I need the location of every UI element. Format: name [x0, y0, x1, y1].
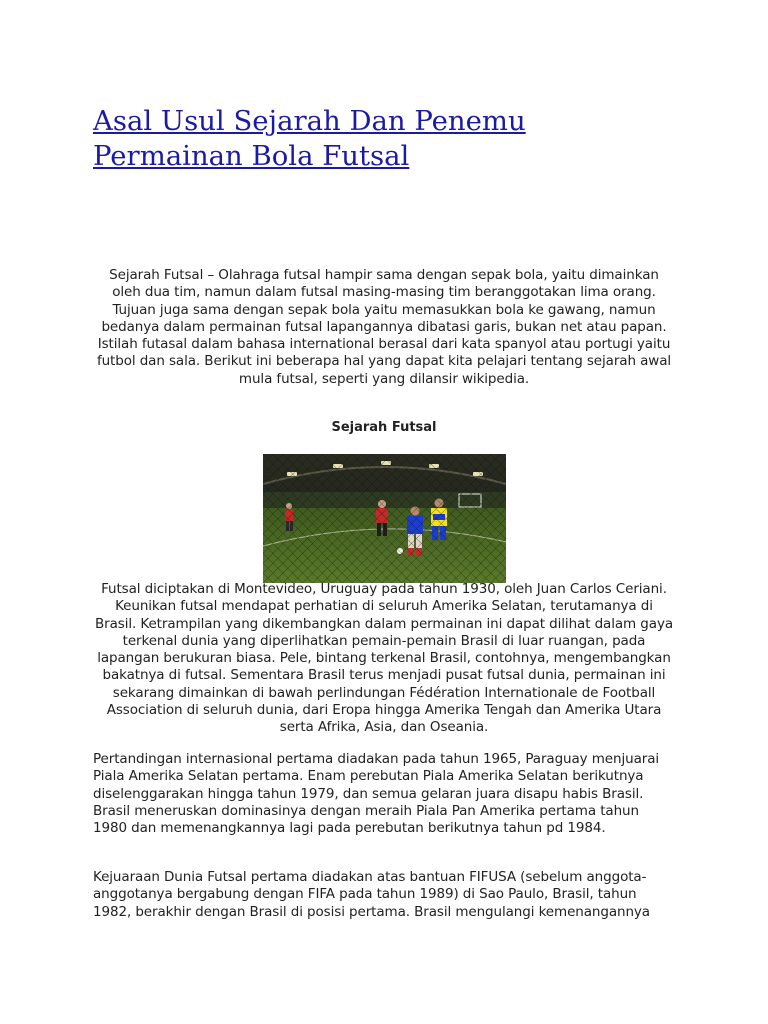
section-heading: Sejarah Futsal: [331, 420, 437, 435]
article-title-link[interactable]: Asal Usul Sejarah Dan Penemu Permainan Bola Futsal: [93, 105, 526, 172]
history-paragraph-2: Pertandingan internasional pertama diadakan pada tahun 1965, Paraguay menjuarai Piala Amerika Selatan pertama. Enam perebutan Piala Amerika Selatan berikutnya diselenggarakan hingga tahun 1979, dan semua gelaran juara disapu habis Brasil. Brasil meneruskan dominasinya dengan meraih Piala Pan Amerika pertama tahun 1980 dan memenangkannya lagi pada perebutan berikutnya tahun pd 1984.: [93, 751, 660, 837]
photo-net-overlay: [263, 454, 506, 583]
article-title: [93, 104, 683, 174]
futsal-match-photo: [263, 454, 506, 583]
intro-paragraph: Sejarah Futsal – Olahraga futsal hampir sama dengan sepak bola, yaitu dimainkan oleh dua tim, namun dalam futsal masing-masing tim beranggotakan lima orang. Tujuan juga sama dengan sepak bola yaitu memasukkan bola ke gawang, namun bedanya dalam permainan futsal lapangannya dibatasi garis, bukan net atau papan. Istilah futasal dalam bahasa international berasal dari kata spanyol atau portugi yaitu futbol dan sala. Berikut ini beberapa hal yang dapat kita pelajari tentang sejarah awal mula futsal, seperti yang dilansir wikipedia.: [96, 267, 672, 387]
history-paragraph-1: Futsal diciptakan di Montevideo, Uruguay pada tahun 1930, oleh Juan Carlos Ceriani. Keunikan futsal mendapat perhatian di seluruh Amerika Selatan, terutamanya di Brasil. Ketrampilan yang dikembangkan dalam permainan ini dapat dilihat dalam gaya terkenal dunia yang diperlihatkan pemain-pemain Brasil di luar ruangan, pada lapangan berukuran biasa. Pele, bintang terkenal Brasil, contohnya, mengembangkan bakatnya di futsal. Sementara Brasil terus menjadi pusat futsal dunia, permainan ini sekarang dimainkan di bawah perlindungan Fédération Internationale de Football Association di seluruh dunia, dari Eropa hingga Amerika Tengah dan Amerika Utara serta Afrika, Asia, dan Oseania.: [94, 581, 674, 736]
history-paragraph-3: Kejuaraan Dunia Futsal pertama diadakan atas bantuan FIFUSA (sebelum anggota-anggotanya bergabung dengan FIFA pada tahun 1989) di Sao Paulo, Brasil, tahun 1982, berakhir dengan Brasil di posisi pertama. Brasil mengulangi kemenangannya: [93, 869, 650, 920]
